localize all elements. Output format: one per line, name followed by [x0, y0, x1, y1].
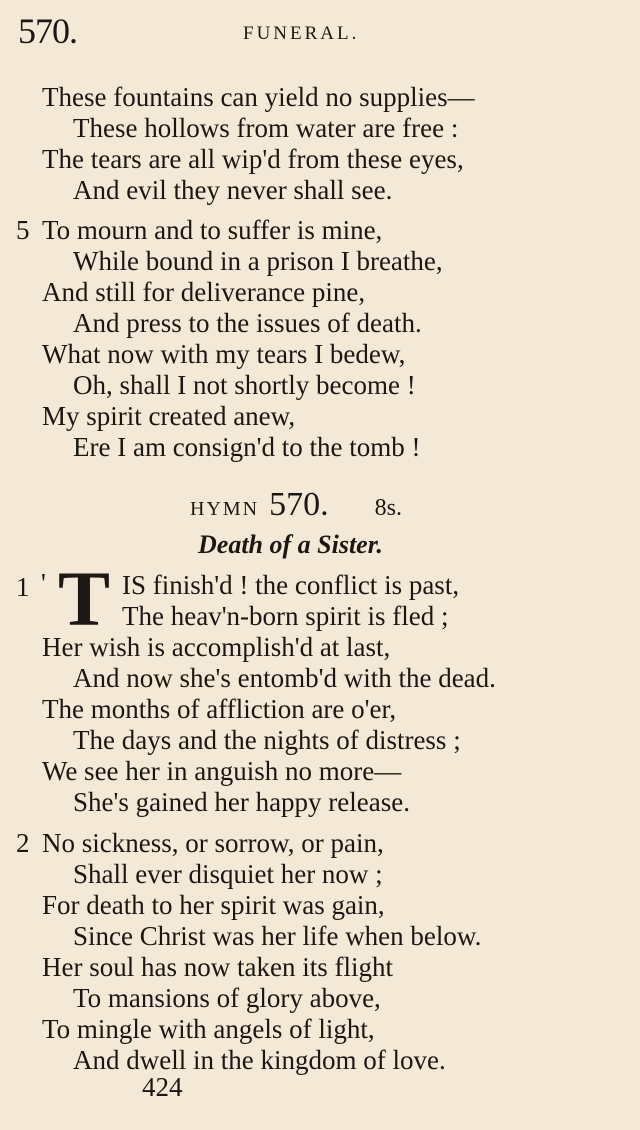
verse-line: Her wish is accomplish'd at last,	[42, 632, 391, 662]
page-number: 570.	[18, 11, 77, 51]
verse-line: We see her in anguish no more—	[42, 756, 402, 786]
apostrophe: '	[41, 568, 46, 598]
stanza-number: 1	[16, 572, 30, 602]
page-header	[18, 10, 622, 50]
verse-line: These fountains can yield no supplies—	[42, 82, 475, 112]
verse-line: And evil they never shall see.	[73, 175, 393, 205]
verse-line: While bound in a prison I breathe,	[73, 246, 443, 276]
verse-line: My spirit created anew,	[42, 401, 296, 431]
running-title: FUNERAL.	[243, 23, 360, 44]
verse-line: And still for deliverance pine,	[42, 277, 366, 307]
verse-line: For death to her spirit was gain,	[42, 890, 385, 920]
stanza-number: 5	[16, 215, 30, 245]
verse-line: These hollows from water are free :	[73, 113, 459, 143]
verse-line: The days and the nights of distress ;	[73, 725, 461, 755]
drop-cap: T	[58, 555, 111, 642]
verse-line: And press to the issues of death.	[73, 308, 422, 338]
footer-page-number: 424	[142, 1072, 183, 1102]
verse-line: What now with my tears I bedew,	[42, 339, 406, 369]
verse-line: The tears are all wip'd from these eyes,	[42, 144, 464, 174]
verse-line: The months of affliction are o'er,	[42, 694, 397, 724]
hymn-meter: 8s.	[374, 495, 402, 521]
verse-line: To mansions of glory above,	[73, 983, 381, 1013]
hymn-number: 570.	[269, 486, 329, 523]
verse-line: And dwell in the kingdom of love.	[73, 1045, 446, 1075]
verse-line: Since Christ was her life when below.	[73, 921, 482, 951]
verse-line: IS finish'd ! the conflict is past,	[122, 570, 460, 600]
hymn-heading	[190, 486, 402, 524]
hymn-label: HYMN	[190, 498, 260, 520]
verse-line: And now she's entomb'd with the dead.	[73, 663, 496, 693]
verse-line: To mingle with angels of light,	[42, 1014, 375, 1044]
verse-line: Shall ever disquiet her now ;	[73, 859, 383, 889]
verse-line: Ere I am consign'd to the tomb !	[73, 432, 421, 462]
verse-line: Her soul has now taken its flight	[42, 952, 393, 982]
verse-line: Oh, shall I not shortly become !	[73, 370, 416, 400]
verse-line: To mourn and to suffer is mine,	[42, 215, 383, 245]
verse-line: She's gained her happy release.	[73, 787, 410, 817]
verse-line: The heav'n-born spirit is fled ;	[122, 601, 449, 631]
stanza-number: 2	[16, 828, 30, 858]
hymn-subtitle: Death of a Sister.	[198, 530, 383, 559]
verse-line: No sickness, or sorrow, or pain,	[42, 828, 384, 858]
